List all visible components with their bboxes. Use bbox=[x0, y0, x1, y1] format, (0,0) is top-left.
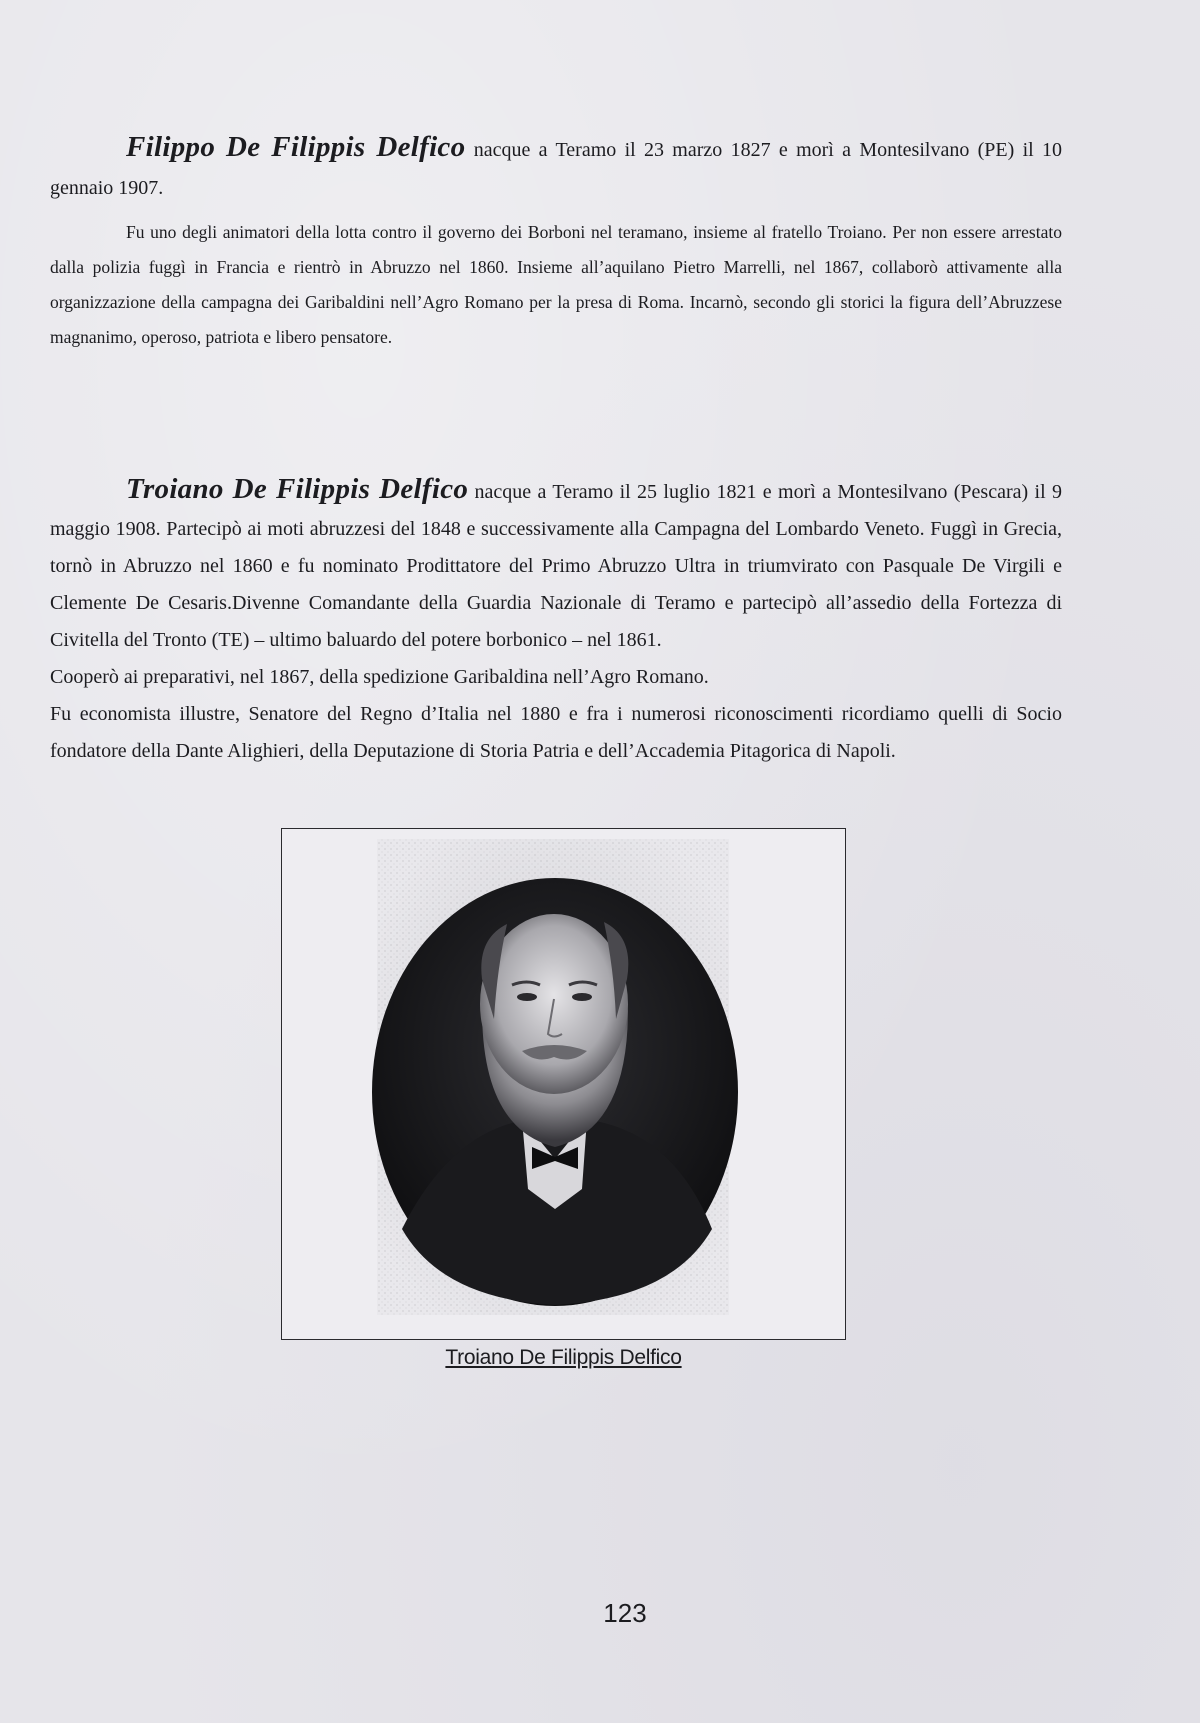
troiano-paragraph-1: Cooperò ai preparativi, nel 1867, della spedizione Garibaldina nell’Agro Romano. bbox=[50, 666, 709, 688]
portrait-eye-right bbox=[572, 993, 592, 1001]
portrait-photo bbox=[282, 829, 844, 1338]
portrait-eye-left bbox=[517, 993, 537, 1001]
troiano-lead-text: nacque a Teramo il 25 luglio 1821 e morì a Montesilvano (Pescara) il 9 maggio 1908. Partecipò ai moti abruzzesi del 1848 e successivamente alla Campagna del Lombardo Veneto. Fuggì in Grecia, tornò in Abruzzo nel 1860 e fu nominato Prodittatore del Primo Abruzzo Ultra in triumvirato con Pasquale De Virgili e Clemente De Cesaris.Divenne Comandante della Guardia Nazionale di Teramo e partecipò all’assedio della Fortezza di Civitella del Tronto (TE) – ultimo baluardo del potere borbonico – nel 1861. bbox=[50, 481, 1063, 651]
troiano-name: Troiano De Filippis Delfico bbox=[126, 473, 469, 505]
filippo-paragraph: Fu uno degli animatori della lotta contro il governo dei Borboni nel teramano, insieme al fratello Troiano. Per non essere arrestato dalla polizia fuggì in Francia e rientrò in Abruzzo nel 1860. Insieme all’aquilano Pietro Marrelli, nel 1867, collaborò attivamente alla organizzazione della campagna dei Garibaldini nell’Agro Romano per la presa di Roma. Incarnò, secondo gli storici la figura dell’Abruzzese magnanimo, operoso, patriota e libero pensatore. bbox=[50, 222, 1062, 347]
filippo-biography bbox=[50, 128, 1062, 355]
troiano-biography bbox=[50, 471, 1062, 770]
portrait-photo-frame bbox=[281, 828, 846, 1340]
filippo-intro bbox=[50, 128, 1062, 207]
filippo-name: Filippo De Filippis Delfico bbox=[126, 131, 466, 163]
filippo-lead-text: nacque a Teramo il 23 marzo 1827 e morì a Montesilvano (PE) il 10 gennaio 1907. bbox=[50, 139, 1063, 199]
portrait-caption: Troiano De Filippis Delfico bbox=[445, 1346, 682, 1369]
page-number: 123 bbox=[603, 1598, 647, 1628]
troiano-paragraph-2: Fu economista illustre, Senatore del Regno d’Italia nel 1880 e fra i numerosi riconoscimenti ricordiamo quelli di Socio fondatore della Dante Alighieri, della Deputazione di Storia Patria e dell’Accademia Pitagorica di Napoli. bbox=[50, 703, 1062, 762]
troiano-intro bbox=[50, 471, 1062, 659]
